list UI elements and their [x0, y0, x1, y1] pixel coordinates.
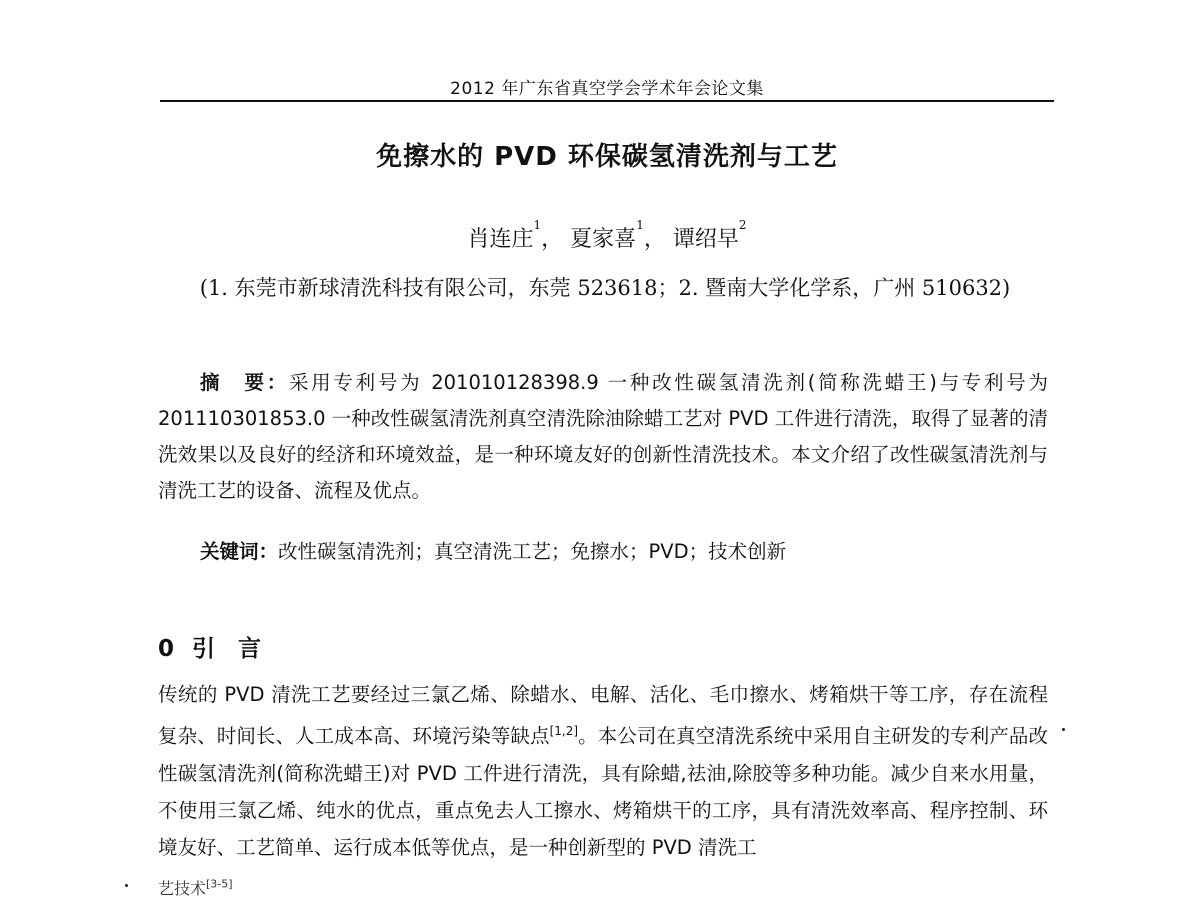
abstract	[158, 365, 1048, 509]
author-name: 夏家喜	[570, 227, 637, 252]
affiliation-mark: 1	[636, 218, 644, 232]
section-number: 0	[158, 636, 175, 662]
keywords	[200, 534, 1050, 570]
affiliation-mark: 2	[738, 218, 747, 232]
citation: [1,2]	[549, 724, 579, 738]
scan-speck	[1062, 728, 1065, 731]
intro-text-part2: 。本公司在真空清洗系统中采用自主研发的专利产品改性碳氢清洗剂(简称洗蜡王)对 PVD 工件进行清洗，具有除蜡,祛油,除胶等多种功能。减少自来水用量，不使用三氯乙烯、纯水的优点，重点免去人工擦水、烤箱烘干的工序，具有清洗效率高、程序控制、环境友好、工艺简单、运行成本低等优点，是一种创新型的 PVD 清洗工	[158, 724, 1048, 859]
header-rule	[160, 100, 1054, 102]
cut-off-line	[158, 876, 233, 899]
section-heading	[158, 630, 261, 663]
author-name: 谭绍早	[672, 227, 739, 252]
abstract-text: 采用专利号为 201010128398.9 一种改性碳氢清洗剂(简称洗蜡王)与专利号为 201110301853.0 一种改性碳氢清洗剂真空清洗除油除蜡工艺对 PVD 工件进行清洗，取得了显著的清洗效果以及良好的经济和环境效益，是一种环境友好的创新性清洗技术。本文介绍了改性碳氢清洗剂与清洗工艺的设备、流程及优点。	[158, 371, 1048, 502]
intro-paragraph	[158, 676, 1048, 866]
author-list	[160, 218, 1054, 253]
affiliation-mark: 1	[533, 218, 542, 232]
scan-speck	[125, 884, 128, 887]
keywords-label: 关键词：	[200, 540, 279, 563]
abstract-label: 摘 要：	[200, 371, 289, 394]
section-title: 引 言	[192, 636, 262, 662]
author-separator: ，	[541, 227, 564, 252]
cut-off-text: 艺技术	[158, 879, 207, 898]
keywords-text: 改性碳氢清洗剂；真空清洗工艺；免擦水；PVD；技术创新	[278, 540, 787, 563]
author-name: 肖连庄	[467, 227, 534, 252]
running-header: 2012 年广东省真空学会学术年会论文集	[450, 79, 764, 99]
affiliation-line: (1. 东莞市新球清洗科技有限公司，东莞 523618；2. 暨南大学化学系，广州 510632)	[199, 276, 1011, 300]
citation: [3-5]	[206, 877, 233, 891]
author-separator: ，	[643, 227, 666, 252]
intro-text-part1: 传统的 PVD 清洗工艺要经过三氯乙烯、除蜡水、电解、活化、毛巾擦水、烤箱烘干等工序，存在流程复杂、时间长、人工成本高、环境污染等缺点	[158, 683, 1048, 748]
paper-title: 免擦水的 PVD 环保碳氢清洗剂与工艺	[376, 142, 838, 172]
